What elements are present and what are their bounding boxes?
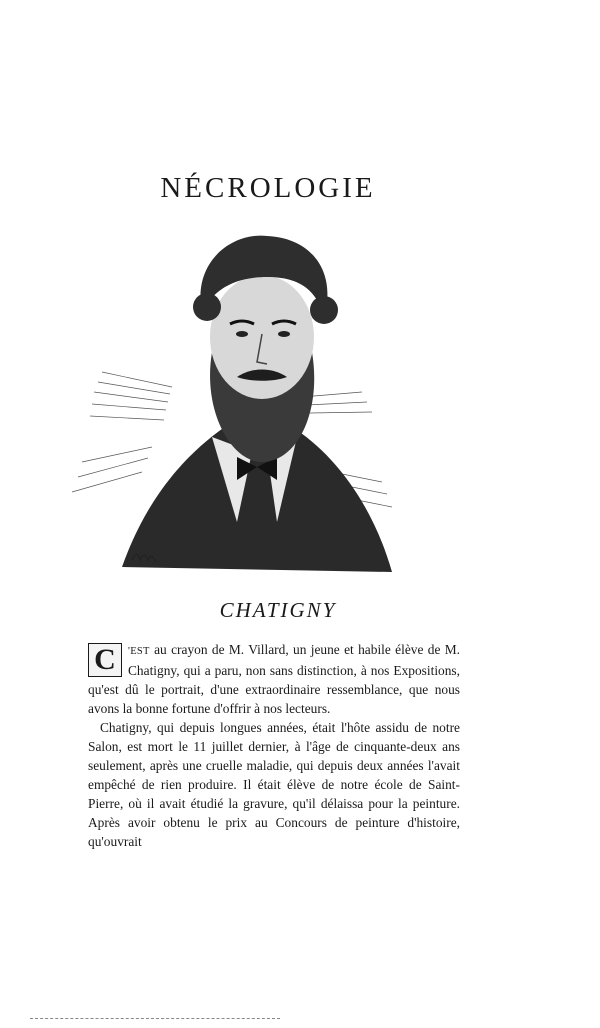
page-title: NÉCROLOGIE [160,172,376,204]
portrait-engraving [62,222,422,592]
article-body [88,640,460,851]
paragraph-2: Chatigny, qui depuis longues années, était l'hôte assidu de notre Salon, est mort le 11 juillet dernier, à l'âge de cinquante-deux ans seulement, après une cruelle maladie, qui depuis deux années l'avait empêché de rien produire. Il était élève de notre école de Saint-Pierre, où il avait étudié la gravure, qu'il délaissa pour la peinture. Après avoir obtenu le prix au Concours de peinture d'histoire, qu'ouvrait [88,720,460,849]
paragraph-1-text: au crayon de M. Villard, un jeune et habile élève de M. Chatigny, qui a paru, non sans distinction, à nos Expositions, qu'est dû le portrait, d'une extraordinaire ressemblance, que nous avons la bonne fortune d'offrir à nos lecteurs. [88,642,460,716]
dropcap-letter: C [88,643,122,677]
first-word-smallcaps: 'EST [128,646,150,657]
portrait-caption: CHATIGNY [219,598,337,622]
scan-edge-mark [30,1018,280,1019]
paragraph-1 [88,640,460,718]
